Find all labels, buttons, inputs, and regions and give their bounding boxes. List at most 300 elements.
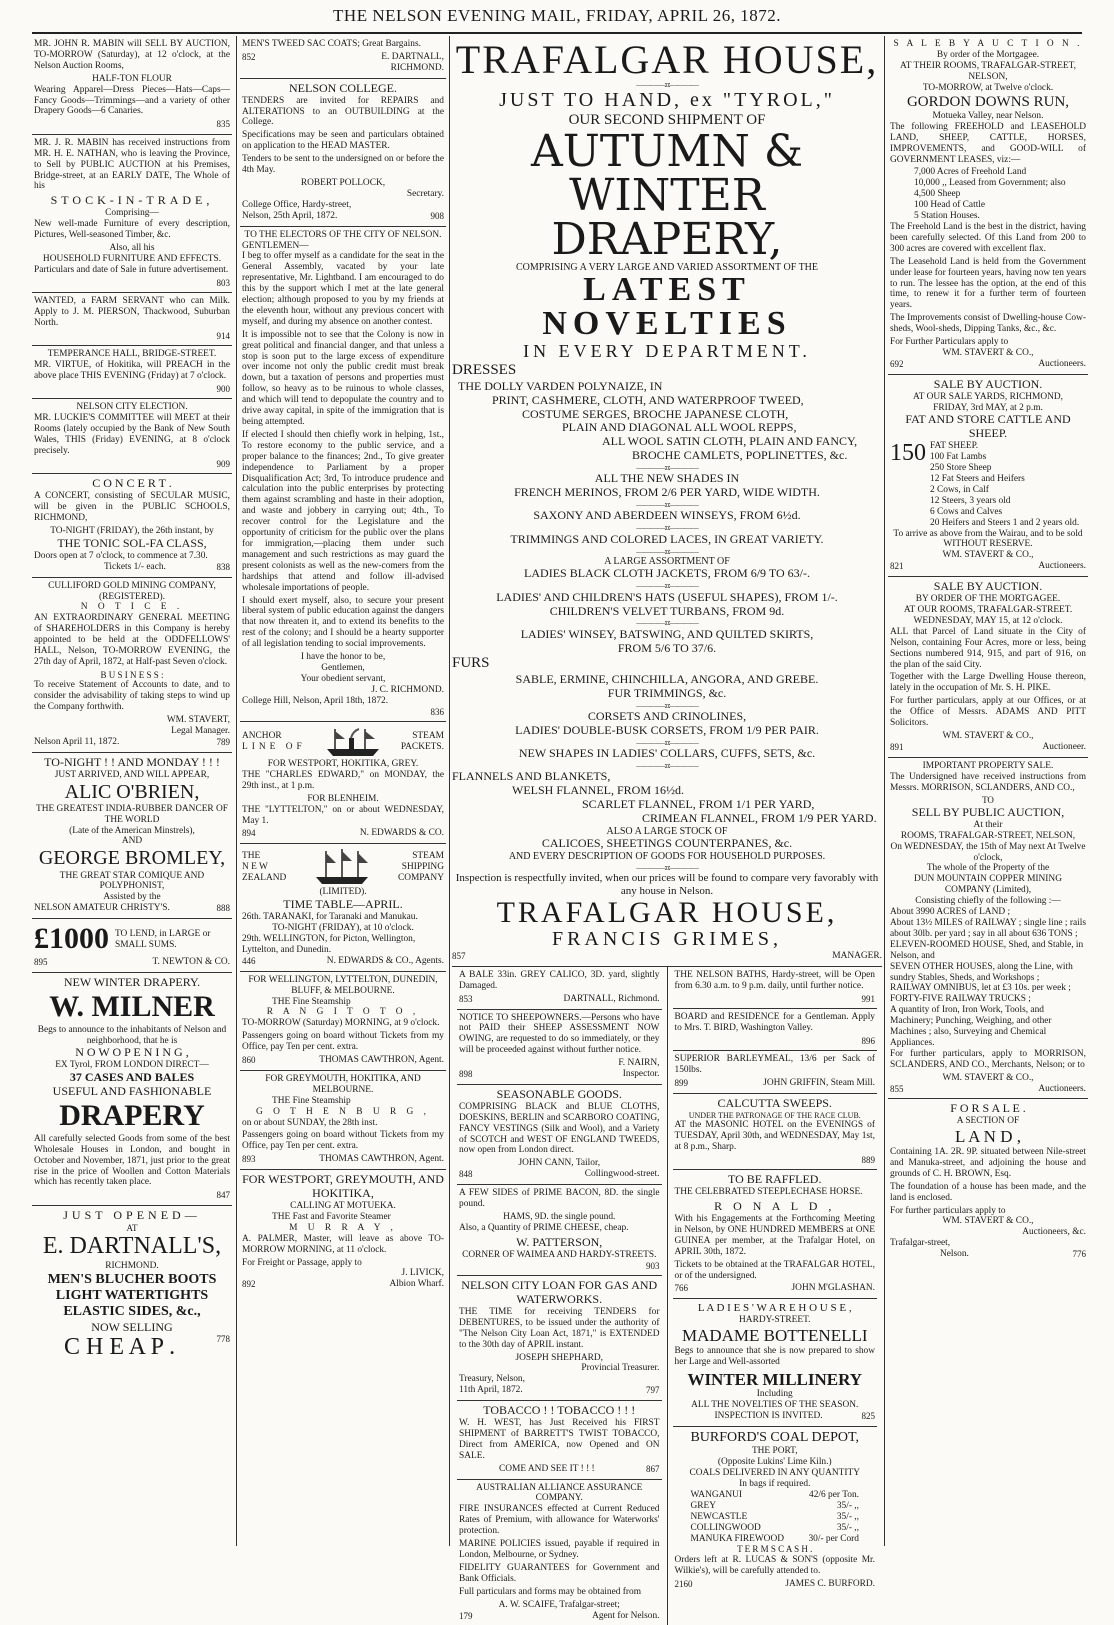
ad-heading: FAT AND STORE CATTLE AND SHEEP. bbox=[905, 412, 1071, 441]
ad-dartnall bbox=[32, 1206, 232, 1367]
ad-text: BROCHE CAMLETS, POPLINETTES, &c. bbox=[632, 448, 848, 463]
ad-heading: N O T I C E . bbox=[80, 602, 184, 613]
ad-text: TRIMMINGS AND COLORED LACES, IN GREAT VARIETY. bbox=[510, 531, 824, 546]
ad-heading: IMPORTANT PROPERTY SALE. bbox=[922, 760, 1054, 771]
ad-concert bbox=[32, 474, 232, 577]
ad-text: INSPECTION IS INVITED. bbox=[714, 1411, 823, 1422]
ad-text: HARDY-STREET. bbox=[739, 1315, 811, 1326]
ad-heading: HOUSEHOLD FURNITURE AND EFFECTS. bbox=[42, 253, 222, 264]
ad-text: I beg to offer myself as a candidate for the seat in the General Assembly, vacated by your late representative, Mr. Lightband. I am encouraged to do this by the support which I met at the late general election; although proposed to you by my friends at the eleventh hour, without any previous concert with myself, and during my absence on another contest. bbox=[242, 251, 444, 327]
ad-heading: NEW WINTER DRAPERY. bbox=[63, 974, 201, 989]
list-item: 100 Fat Lambs bbox=[930, 452, 987, 463]
ad-number: 892 bbox=[242, 1279, 256, 1290]
ad-heading: TRAFALGAR HOUSE, bbox=[496, 895, 838, 929]
ad-text: ALSO A LARGE STOCK OF bbox=[606, 825, 728, 837]
ad-number: 2160 bbox=[674, 1578, 693, 1589]
list-item: 20 Heifers and Steers 1 and 2 years old. bbox=[930, 517, 1080, 528]
ad-text: OUR SECOND SHIPMENT OF bbox=[568, 112, 766, 129]
ad-board bbox=[673, 1009, 878, 1051]
ad-text: Together with the Large Dwelling House thereon, lately in the occupation of Mr. S. H. PIKE. bbox=[890, 672, 1086, 694]
ad-heading: SELL BY PUBLIC AUCTION, bbox=[911, 804, 1065, 819]
ad-text: By order of the Mortgagee. bbox=[936, 49, 1040, 60]
ad-number: 899 bbox=[674, 1078, 688, 1089]
ad-number: 896 bbox=[861, 1035, 875, 1046]
ad-tobacco bbox=[457, 1401, 662, 1479]
ad-text: Albion Wharf. bbox=[389, 1279, 444, 1290]
ad-text: A SECTION OF bbox=[956, 1116, 1020, 1127]
ad-text: NOW SELLING bbox=[91, 1319, 173, 1334]
divider: ————:o:———— bbox=[636, 760, 698, 770]
ad-heading: F O R S A L E . bbox=[950, 1101, 1026, 1116]
masthead: THE NELSON EVENING MAIL, FRIDAY, APRIL 26, 1872. bbox=[333, 6, 781, 25]
divider: ————:o:———— bbox=[636, 700, 698, 710]
list-item: 12 Steers, 3 years old bbox=[930, 495, 1011, 506]
ad-text: LADIES' WINSEY, BATSWING, AND QUILTED SKIRTS, bbox=[520, 626, 814, 641]
ad-number: 797 bbox=[646, 1385, 660, 1396]
ad-text: Nelson. bbox=[940, 1249, 969, 1260]
ad-heading: NELSON COLLEGE. bbox=[289, 80, 397, 95]
divider: ————:o:———— bbox=[636, 500, 698, 510]
ad-heading: WINTER MILLINERY bbox=[687, 1369, 863, 1389]
ad-number: 847 bbox=[216, 1190, 230, 1201]
ad-text: (Late of the American Minstrels), bbox=[69, 825, 195, 836]
ad-heading: SEASONABLE GOODS. bbox=[496, 1086, 622, 1101]
ad-text: THE PORT, bbox=[751, 1446, 798, 1457]
ad-text: MEN'S TWEED SAC COATS; Great Bargains. bbox=[242, 39, 421, 49]
ad-heading: JUST TO HAND, ex "TYROL," bbox=[499, 89, 835, 112]
ad-signature: A. W. SCAIFE, Trafalgar-street; bbox=[498, 1599, 620, 1610]
ad-text: (LIMITED). bbox=[319, 887, 367, 898]
column-1 bbox=[32, 36, 232, 1546]
ad-text: SAXONY AND ABERDEEN WINSEYS, FROM 6½d. bbox=[533, 508, 801, 523]
ad-calcutta-sweeps bbox=[673, 1094, 878, 1170]
ad-text: Tenders to be sent to the undersigned on or before the 4th May. bbox=[242, 154, 444, 176]
ad-text: NOTICE TO SHEEPOWNERS.—Persons who have not PAID their SHEEP ASSESSMENT NOW OWING, are requested to do so immediately, or they will be proceeded against without further notice. bbox=[459, 1012, 660, 1056]
list-item: 100 Head of Cattle bbox=[914, 200, 986, 211]
ad-heading: FRANCIS GRIMES, bbox=[551, 927, 783, 950]
ad-heading: M U R R A Y , bbox=[289, 1222, 397, 1233]
ad-text: COMPRISING BLACK and BLUE CLOTHS, DOESKINS, BERLIN and SCARBORO COATING, FANCY VESTINGS (Silk and Wool), and a Variety of SCOTCH and WEST OF ENGLAND TWEEDS, now open from London direct. bbox=[459, 1101, 660, 1156]
ad-number: 789 bbox=[216, 736, 230, 747]
ad-signature: WM. STAVERT & CO., bbox=[942, 1072, 1034, 1083]
ad-heading: B U S I N E S S : bbox=[100, 669, 164, 680]
ad-text: Secretary. bbox=[406, 188, 444, 199]
ad-text: A BALE 33in. GREY CALICO, 3D. yard, slightly Damaged. bbox=[459, 969, 660, 991]
station-list bbox=[890, 167, 1086, 222]
ad-signature: WM. STAVERT & CO., bbox=[942, 730, 1034, 741]
list-item: 7,000 Acres of Freehold Land bbox=[914, 167, 1027, 178]
ad-text: To arrive as above from the Wairau, and to be sold bbox=[893, 528, 1083, 539]
ad-text: Comprising— bbox=[105, 208, 159, 219]
ad-heading: TOBACCO ! ! TOBACCO ! ! ! bbox=[483, 1403, 636, 1418]
ad-text: Containing 1A. 2R. 9P. situated between Nile-street and Manuka-street, and adjoining the house and grounds of C. H. BROWN, Esq. bbox=[890, 1147, 1086, 1179]
ad-signature: T. NEWTON & CO. bbox=[152, 956, 230, 967]
ad-heading: S A L E B Y A U C T I O N . bbox=[893, 39, 1083, 49]
ad-text: Particulars and date of Sale in future advertisement. bbox=[34, 264, 229, 275]
ad-number: 766 bbox=[674, 1283, 688, 1294]
ad-text: Assisted by the bbox=[103, 892, 161, 903]
ad-signature: JOHN GRIFFIN, Steam Mill. bbox=[763, 1078, 875, 1089]
ad-text: Auctioneers. bbox=[1038, 358, 1086, 369]
ad-heading: HALF-TON FLOUR bbox=[92, 73, 172, 84]
divider: ————:o:———— bbox=[636, 546, 698, 556]
ad-heading: COALS DELIVERED IN ANY QUANTITY bbox=[689, 1468, 860, 1479]
ad-text: THE TIME for receiving TENDERS for DEBENTURES, to be issued under the authority of "The Nelson City Loan Act, 1871," is EXTENDED to the 30th day of APRIL instant. bbox=[459, 1306, 660, 1350]
ad-text: LADIES BLACK CLOTH JACKETS, FROM 6/9 TO 63/-. bbox=[524, 566, 810, 581]
ad-text: Full particulars and forms may be obtained from bbox=[459, 1586, 641, 1597]
ad-text: MARINE POLICIES issued, payable if required in London, Melbourne, or Sydney. bbox=[459, 1539, 660, 1560]
ad-heading: FOR GREYMOUTH, HOKITIKA, AND MELBOURNE. bbox=[265, 1073, 421, 1095]
ad-ladies-warehouse bbox=[673, 1299, 878, 1427]
ad-heading: DUN MOUNTAIN COPPER MINING COMPANY (Limited), bbox=[914, 874, 1062, 896]
ad-text: For Freight or Passage, apply to bbox=[242, 1257, 362, 1268]
ad-date: Nelson April 11, 1872. bbox=[34, 736, 120, 747]
ad-text: A FEW SIDES of PRIME BACON, 8D. the single pound. bbox=[459, 1188, 660, 1210]
ad-text: PRINT, CASHMERE, CLOTH, AND WATERPROOF TWEED, bbox=[492, 392, 804, 407]
ad-heading: L A N D , bbox=[955, 1127, 1021, 1147]
ad-text: THE DOLLY VARDEN POLYNAIZE, IN bbox=[458, 378, 663, 393]
ad-heading: TO THE ELECTORS OF THE CITY OF NELSON. bbox=[244, 229, 442, 240]
ad-signature: N. EDWARDS & CO. bbox=[359, 828, 444, 839]
ad-text: A LARGE ASSORTMENT OF bbox=[604, 555, 730, 567]
ad-number: 867 bbox=[646, 1463, 660, 1474]
ad-heading: THE TONIC SOL-FA CLASS, bbox=[57, 535, 207, 550]
ad-culliford bbox=[32, 578, 232, 753]
ad-text: AN EXTRAORDINARY GENERAL MEETING of SHAREHOLDERS in this Company is hereby appointed to be held at the ODDFELLOWS' HALL, Nelson, TO-MORROW EVENING, the 27th day of April, 1872, at Half-past Seven o'clock. bbox=[34, 613, 230, 667]
divider: ————:o:———— bbox=[636, 463, 698, 473]
ad-text: THE "CHARLES EDWARD," on MONDAY, the 29th inst., at 1 p.m. bbox=[242, 769, 444, 791]
ad-barleymeal bbox=[673, 1051, 878, 1094]
ad-number: 914 bbox=[216, 330, 230, 341]
ad-heading: MADAME BOTTENELLI bbox=[681, 1326, 868, 1346]
coal-rate-list bbox=[675, 1490, 876, 1545]
ad-text: PACKETS. bbox=[400, 742, 444, 752]
ad-text: The foundation of a house has been made, and the land is enclosed. bbox=[890, 1181, 1086, 1203]
coal-rate-row: WANGANUI 42/6 per Ton. bbox=[690, 1489, 859, 1500]
ad-text: COMPANY bbox=[397, 872, 444, 883]
ad-text: N E W bbox=[242, 861, 268, 872]
divider: ————:o:———— bbox=[636, 862, 698, 872]
masthead-rule bbox=[32, 32, 1082, 34]
ad-text: ROOMS, TRAFALGAR-STREET, NELSON, bbox=[900, 830, 1076, 841]
ad-signature: J. LIVICK, bbox=[401, 1268, 444, 1279]
ad-text: Collingwood-street. bbox=[584, 1169, 660, 1180]
ad-sheepowners bbox=[457, 1010, 662, 1085]
ad-mortgagee-sale bbox=[888, 577, 1088, 758]
ad-number: 894 bbox=[242, 828, 256, 839]
ad-number: 909 bbox=[216, 458, 230, 469]
ad-text: FIDELITY GUARANTEES for Government and Bank Officials. bbox=[459, 1562, 660, 1584]
ad-nelson-baths bbox=[673, 967, 878, 1009]
ad-heading: FURS bbox=[452, 655, 490, 672]
ad-text: THE GREATEST INDIA-RUBBER DANCER OF THE WORLD bbox=[35, 803, 229, 825]
column-2 bbox=[240, 36, 446, 1546]
ad-text: For Further Particulars apply to bbox=[890, 337, 1009, 348]
ad-heading: NELSON CITY LOAN FOR GAS AND WATERWORKS. bbox=[461, 1278, 658, 1306]
sub-column-right bbox=[667, 967, 883, 1625]
ad-text: FUR TRIMMINGS, &c. bbox=[607, 685, 727, 700]
ad-text: LINE OF bbox=[242, 742, 306, 752]
steamship-icon bbox=[312, 847, 372, 887]
ad-rangitoto bbox=[240, 972, 446, 1071]
ad-text: MR. VIRTUE, of Hokitika, will PREACH in the above place THIS EVENING (Friday) at 7 o'clock. bbox=[34, 360, 230, 382]
ad-text: THE "LYTTELTON," on or about WEDNESDAY, May 1. bbox=[242, 804, 444, 826]
ad-heading: WITHOUT RESERVE. bbox=[943, 539, 1033, 550]
ad-text: RICHMOND. bbox=[390, 62, 444, 73]
divider: ————:o:———— bbox=[636, 618, 698, 628]
ad-text: SABLE, ERMINE, CHINCHILLA, ANGORA, AND GREBE. bbox=[515, 671, 819, 686]
ad-heading: CULLIFORD GOLD MINING COMPANY, bbox=[48, 580, 216, 591]
ad-text: THE NELSON BATHS, Hardy-street, will be Open from 6.30 a.m. to 9 p.m. daily, until further notice. bbox=[674, 969, 875, 991]
ad-text: TO-MORROW, at Twelve o'clock. bbox=[922, 82, 1054, 93]
ad-grey-calico bbox=[457, 967, 662, 1010]
ad-heading: W. MILNER bbox=[49, 989, 215, 1023]
list-item: SEVEN OTHER HOUSES, along the Line, with sundry Stables, Sheds, and Workshops ; bbox=[890, 961, 1073, 983]
ad-text: A CONCERT, consisting of SECULAR MUSIC, will be given in the PUBLIC SCHOOLS, RICHMOND, bbox=[34, 491, 230, 524]
sub-column-left bbox=[452, 967, 667, 1625]
ad-text: CORSETS AND CRINOLINES, bbox=[587, 708, 747, 723]
ad-signature: J. C. RICHMOND. bbox=[371, 684, 444, 695]
ad-text: CORNER OF WAIMEA AND HARDY-STREETS. bbox=[462, 1249, 657, 1260]
ad-text: CALICOES, SHEETINGS COUNTERPANES, &c. bbox=[541, 836, 793, 851]
ad-text: AT OUR SALE YARDS, RICHMOND, bbox=[912, 391, 1063, 402]
list-item: 4,500 Sheep bbox=[914, 189, 961, 200]
ad-heading: 150 bbox=[890, 440, 926, 467]
ad-text: The Freehold Land is the best in the district, having been carefully selected. Of this Land from 200 to 300 acres are covered with excellent flax. bbox=[890, 221, 1086, 254]
ad-text: Tickets 1/- each. bbox=[104, 561, 166, 572]
ad-text: FROM 5/6 TO 37/6. bbox=[617, 640, 717, 655]
ad-text: ZEALAND bbox=[242, 872, 287, 883]
ad-signature: WM. STAVERT & CO., bbox=[942, 550, 1034, 561]
ad-heading: AUSTRALIAN ALLIANCE ASSURANCE COMPANY. bbox=[476, 1482, 643, 1504]
column-3-trafalgar bbox=[452, 36, 882, 1621]
ad-text: Legal Manager. bbox=[171, 725, 230, 736]
ad-number: 835 bbox=[216, 119, 230, 130]
ad-text: GENTLEMEN— bbox=[242, 240, 309, 251]
ad-text: on or about SUNDAY, the 28th inst. bbox=[242, 1117, 378, 1128]
ad-signature: WM. STAVERT, bbox=[166, 715, 230, 726]
ad-text: Inspector. bbox=[622, 1069, 660, 1080]
ad-text: For further particulars, apply to MORRISON, SCLANDERS, AND CO., Merchants, Nelson; or to bbox=[890, 1048, 1086, 1070]
list-item: 5 Station Houses. bbox=[914, 211, 980, 222]
ad-number: 692 bbox=[890, 358, 904, 369]
ad-number: 898 bbox=[459, 1069, 473, 1080]
ad-text: TO bbox=[982, 795, 994, 806]
ad-signature: WM. STAVERT & CO., bbox=[942, 1216, 1034, 1227]
ad-milner bbox=[32, 973, 232, 1206]
ad-number: 836 bbox=[430, 706, 444, 717]
ad-seasonable-goods bbox=[457, 1085, 662, 1185]
ad-text: LADIES' DOUBLE-BUSK CORSETS, FROM 1/9 PER PAIR. bbox=[515, 722, 819, 737]
ad-text: FLANNELS AND BLANKETS, bbox=[452, 769, 611, 784]
ad-number: 446 bbox=[242, 955, 256, 966]
ad-text: NELSON AMATEUR CHRISTY'S. bbox=[34, 903, 170, 914]
ad-text: On WEDNESDAY, the 15th of May next At Twelve o'clock, bbox=[890, 841, 1086, 863]
ad-heading: MEN'S BLUCHER BOOTS bbox=[47, 1271, 217, 1287]
ad-text: (Opposite Lukins' Lime Kiln.) bbox=[717, 1457, 832, 1468]
ad-text: CRIMEAN FLANNEL, FROM 1/9 PER YARD. bbox=[642, 810, 877, 825]
ad-text: ANCHOR bbox=[242, 731, 282, 742]
ad-number: 895 bbox=[34, 956, 48, 967]
ad-heading: G O T H E N B U R G , bbox=[255, 1106, 431, 1117]
ad-tweed bbox=[240, 36, 446, 79]
list-item: 12 Fat Steers and Heifers bbox=[930, 474, 1025, 485]
ad-raffle bbox=[673, 1170, 878, 1299]
ad-heading: £1000 bbox=[34, 922, 109, 956]
ad-text: A. PALMER, Master, will leave as above TO-MORROW MORNING, at 11 o'clock. bbox=[242, 1233, 444, 1255]
ad-number: 838 bbox=[216, 561, 230, 572]
ad-text: Auctioneers. bbox=[1038, 1083, 1086, 1094]
ad-text: PLAIN AND DIAGONAL ALL WOOL REPPS, bbox=[562, 420, 797, 435]
ad-text: The Improvements consist of Dwelling-house Cow-sheds, Wool-sheds, Dipping Tanks, &c., &c. bbox=[890, 313, 1086, 335]
ad-text: Consisting chiefly of the following :— bbox=[915, 896, 1061, 907]
ad-text: Auctioneers. bbox=[1038, 561, 1086, 572]
ad-date: 11th April, 1872. bbox=[459, 1385, 523, 1396]
list-item: About 3990 ACRES of LAND ; bbox=[890, 907, 1011, 918]
list-item: About 13½ MILES of RAILWAY ; single line ; rails about 30lb. per yard ; say in all about 636 TONS ; bbox=[890, 917, 1086, 939]
ad-text: THE CELEBRATED STEEPLECHASE HORSE. bbox=[674, 1187, 863, 1198]
ad-number: 821 bbox=[890, 561, 904, 572]
column-rule bbox=[884, 36, 885, 1546]
ad-number: 891 bbox=[890, 741, 904, 752]
ad-text: LADIES' AND CHILDREN'S HATS (USEFUL SHAPES), FROM 1/-. bbox=[496, 589, 838, 604]
ad-text: FRENCH MERINOS, FROM 2/6 PER YARD, WIDE WIDTH. bbox=[514, 485, 820, 500]
list-item: RAILWAY OMNIBUS, let at £3 10s. per week ; bbox=[890, 983, 1071, 994]
ad-text: 26th. TARANAKI, for Taranaki and Manukau. bbox=[242, 912, 418, 923]
ad-text: TO-MORROW (Saturday) MORNING, at 9 o'clock. bbox=[242, 1018, 440, 1029]
ad-heading: C O N C E R T . bbox=[92, 476, 172, 491]
ad-text: It is impossible not to see that the Colony is now in great political and financial danger, and that unless a stop is soon put to the large excess of expenditure over income not only the public credit must break down, but a taxation of persons and properties must follow, so heavy as to be ruinous to whole classes, and which will tend to depopulate the country and to drive away capital, in spite of the immigration that is being attempted. bbox=[242, 329, 444, 427]
ad-text: The whole of the Property of the bbox=[926, 863, 1050, 874]
ad-heading: 37 CASES AND BALES bbox=[69, 1070, 195, 1085]
ad-number: 855 bbox=[890, 1083, 904, 1094]
ad-signature: F. NAIRN, bbox=[618, 1058, 660, 1069]
ad-heading: GEORGE BROMLEY, bbox=[38, 847, 226, 870]
ad-text: Inspection is respectfully invited, when our prices will be found to compare very favorably with any house in Nelson. bbox=[455, 872, 879, 897]
ad-heading: DRAPERY bbox=[59, 1099, 205, 1133]
ad-heading: ALIC O'BRIEN, bbox=[64, 780, 200, 803]
sub-columns bbox=[452, 967, 882, 1625]
ad-heading: E. DARTNALL'S, bbox=[42, 1233, 222, 1260]
ad-gordon-downs bbox=[888, 36, 1088, 375]
ad-cattle-sale bbox=[888, 375, 1088, 577]
ad-text: SUPERIOR BARLEYMEAL, 13/6 per Sack of 150lbs. bbox=[674, 1054, 875, 1076]
ad-city-loan bbox=[457, 1276, 662, 1401]
ad-heading: LIGHT WATERTIGHTS bbox=[55, 1288, 209, 1304]
ad-text: Including bbox=[756, 1389, 793, 1400]
ad-heading: STOCK-IN-TRADE, bbox=[50, 193, 214, 208]
ad-text: Your obedient servant, bbox=[300, 673, 386, 684]
ad-text: Motueka Valley, near Nelson. bbox=[932, 110, 1044, 121]
ad-text: Treasury, Nelson, bbox=[459, 1374, 525, 1385]
ad-nz-shipping bbox=[240, 844, 446, 971]
ad-text: UNDER THE PATRONAGE OF THE RACE CLUB. bbox=[688, 1110, 861, 1120]
ad-text: THE bbox=[242, 850, 261, 861]
ad-text: BY ORDER OF THE MORTGAGEE. bbox=[915, 594, 1061, 605]
ad-text: For further particulars apply to bbox=[890, 1205, 1006, 1216]
ad-signature: W. PATTERSON, bbox=[516, 1234, 603, 1249]
ad-heading: TO-NIGHT ! ! AND MONDAY ! ! ! bbox=[44, 754, 220, 769]
ad-date: Nelson, 25th April, 1872. bbox=[242, 210, 338, 221]
ad-murray bbox=[240, 1170, 446, 1294]
ad-text: EX Tyrol, FROM LONDON DIRECT— bbox=[55, 1060, 209, 1071]
ad-text: WEDNESDAY, MAY 15, at 12 o'clock. bbox=[913, 615, 1063, 626]
ad-text: JUST ARRIVED, AND WILL APPEAR, bbox=[54, 769, 210, 780]
ad-text: COME AND SEE IT ! ! ! bbox=[499, 1463, 595, 1474]
ad-text: At their bbox=[973, 819, 1003, 830]
ad-number: 803 bbox=[216, 277, 230, 288]
ad-signature: JOHN CANN, Tailor, bbox=[518, 1158, 601, 1169]
ad-signature: JAMES C. BURFORD. bbox=[785, 1578, 875, 1589]
ad-text: Orders left at R. LUCAS & SON'S (opposite Mr. Wilkie's), will be carefully attended to. bbox=[674, 1554, 875, 1576]
ad-text: ALL that Parcel of Land situate in the City of Nelson, containing Four Acres, more or less, being Sections numbered 914, 915, and part of 916, on the plan of the said City. bbox=[890, 626, 1086, 670]
ad-number: 991 bbox=[861, 993, 875, 1004]
ad-heading: DRESSES bbox=[452, 362, 517, 379]
ad-text: Passengers going on board without Tickets from my Office, pay Ten per cent. extra. bbox=[242, 1130, 444, 1152]
ad-text: Auctioneer. bbox=[1042, 741, 1086, 752]
divider: ————:o:———— bbox=[636, 523, 698, 533]
ad-text: ALL THE NEW SHADES IN bbox=[594, 471, 740, 486]
coal-rate-row: NEWCASTLE 35/- ,, bbox=[690, 1511, 859, 1522]
ad-signature: THOMAS CAWTHRON, Agent. bbox=[319, 1154, 444, 1165]
ad-heading: SALE BY AUCTION. bbox=[933, 376, 1043, 391]
ad-heading: R O N A L D , bbox=[714, 1199, 836, 1214]
ad-text: Also, a Quantity of PRIME CHEESE, cheap. bbox=[459, 1222, 629, 1233]
ad-signature: WM. STAVERT & CO., bbox=[942, 347, 1034, 358]
ad-number: 179 bbox=[459, 1610, 473, 1621]
ad-text: ALL THE NOVELTIES OF THE SEASON. bbox=[691, 1400, 859, 1411]
ad-text: TENDERS are invited for REPAIRS and ALTERATIONS to an OUTBUILDING at the College. bbox=[242, 95, 444, 128]
ad-text: I have the honor to be, bbox=[300, 652, 386, 663]
ad-text: MR. LUCKIE'S COMMITTEE will MEET at their Rooms (lately occupied by the Bank of New South Wales, THIS (Friday) EVENING, at 8 o'clock precisely. bbox=[34, 413, 230, 457]
ad-text: RICHMOND. bbox=[105, 1260, 159, 1271]
ad-text: Gentlemen, bbox=[321, 662, 365, 673]
ad-wanted bbox=[32, 293, 232, 346]
ad-heading: FOR WESTPORT, GREYMOUTH, AND HOKITIKA, bbox=[242, 1172, 444, 1201]
ad-heading: TRAFALGAR HOUSE, bbox=[455, 37, 879, 82]
ad-heading: R A N G I T O T O , bbox=[266, 1007, 420, 1018]
ad-heading: C H E A P . bbox=[64, 1334, 176, 1361]
ad-heading: SALE BY AUCTION. bbox=[933, 579, 1043, 594]
list-item: 6 Cows and Calves bbox=[930, 506, 1003, 517]
ad-text: The Leasehold Land is held from the Government under lease for fourteen years, having now ten years to run. The lessee has the option, at the end of this time, to renew it for a further term of fourteen years. bbox=[890, 256, 1087, 311]
ad-heading: FOR WELLINGTON, LYTTELTON, DUNEDIN, BLUFF, & MELBOURNE. bbox=[248, 974, 438, 996]
list-item: 2 Cows, in Calf bbox=[930, 484, 989, 495]
coal-rate-row: MANUKA FIREWOOD 30/- per Cord bbox=[690, 1533, 859, 1544]
ad-text: TO-NIGHT (FRIDAY), at 10 o'clock. bbox=[272, 923, 414, 934]
ad-heading: FOR BLENHEIM. bbox=[307, 793, 379, 804]
ad-number: 857 bbox=[452, 950, 466, 961]
ad-text: STEAM bbox=[412, 731, 444, 742]
ad-text: Specifications may be seen and particulars obtained on application to the HEAD MASTER. bbox=[242, 130, 444, 152]
ad-text: STEAM bbox=[412, 850, 444, 861]
ad-text: FIRE INSURANCES effected at Current Reduced Rates of Premium, with allowance for Waterworks' protection. bbox=[459, 1504, 660, 1537]
ad-number: 908 bbox=[430, 210, 444, 221]
ad-heading: L A D I E S ' W A R E H O U S E , bbox=[697, 1302, 852, 1315]
ad-heading: FOR WESTPORT, HOKITIKA, GREY. bbox=[267, 759, 419, 769]
ad-text: Agent for Nelson. bbox=[592, 1610, 660, 1621]
ad-text: THE Fine Steamship bbox=[272, 996, 351, 1007]
column-rule bbox=[449, 36, 450, 1546]
ad-number: 888 bbox=[216, 903, 230, 914]
ad-text: SCARLET FLANNEL, FROM 1/1 PER YARD, bbox=[582, 797, 815, 812]
ad-bacon bbox=[457, 1185, 662, 1276]
ad-text: The following FREEHOLD and LEASEHOLD LAND, SHEEP, CATTLE, HORSES, IMPROVEMENTS, and GOOD-WILL of GOVERNMENT LEASES, viz:— bbox=[890, 121, 1086, 165]
ad-number: 889 bbox=[861, 1154, 875, 1165]
ad-text: T E R M S C A S H . bbox=[737, 1544, 813, 1555]
ad-text: To receive Statement of Accounts to date, and to consider the advisability of taking steps to wind up the Company forthwith. bbox=[34, 680, 230, 713]
ad-electors bbox=[240, 227, 446, 722]
